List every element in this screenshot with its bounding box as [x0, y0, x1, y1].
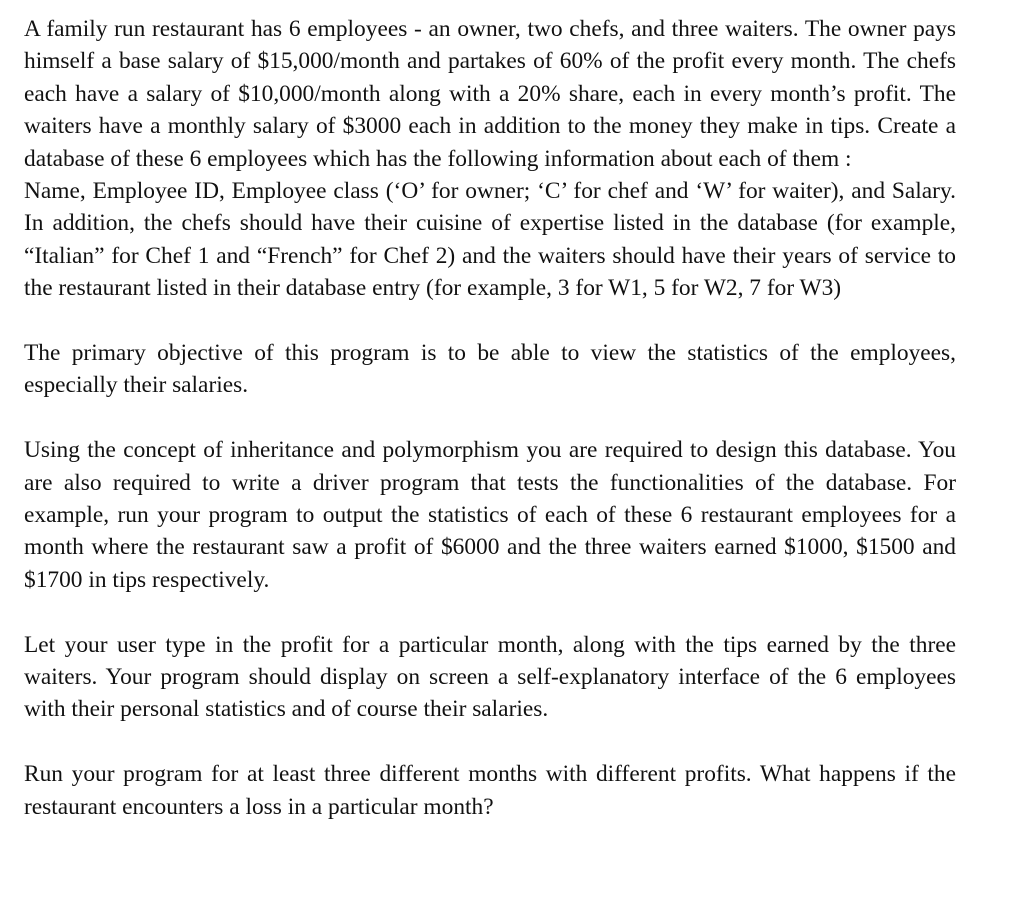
fields-paragraph: Name, Employee ID, Employee class (‘O’ for owner; ‘C’ for chef and ‘W’ for waiter), and Salary. In addition, the chefs should have their cuisine of expertise listed in the database (for example, “Italian” for Chef 1 and “French” for Chef 2) and the waiters should have their years of service to the restaurant listed in their database entry (for example, 3 for W1, 5 for W2, 7 for W3)	[24, 178, 956, 302]
intro-paragraph: A family run restaurant has 6 employees - an owner, two chefs, and three waiters. The owner pays himself a base salary of $15,000/month and partakes of 60% of the profit every month. The chefs each have a salary of $10,000/month along with a 20% share, each in every month’s profit. The waiters have a monthly salary of $3000 each in addition to the money they make in tips. Create a database of these 6 employees which has the following information about each of them :	[24, 16, 956, 172]
run-paragraph: Run your program for at least three different months with different profits. What happens if the restaurant encounters a loss in a particular month?	[24, 761, 956, 820]
user-input-paragraph: Let your user type in the profit for a particular month, along with the tips earned by the three waiters. Your program should display on screen a self-explanatory interface of the 6 employees with their personal statistics and of course their salaries.	[24, 631, 956, 723]
design-paragraph: Using the concept of inheritance and polymorphism you are required to design this database. You are also required to write a driver program that tests the functionalities of the database. For example, run your program to output the statistics of each of these 6 restaurant employees for a month where the restaurant saw a profit of $6000 and the three waiters earned $1000, $1500 and $1700 in tips respectively.	[24, 437, 956, 593]
objective-paragraph: The primary objective of this program is to be able to view the statistics of the employees, especially their salaries.	[24, 340, 956, 399]
assignment-document	[24, 13, 956, 823]
